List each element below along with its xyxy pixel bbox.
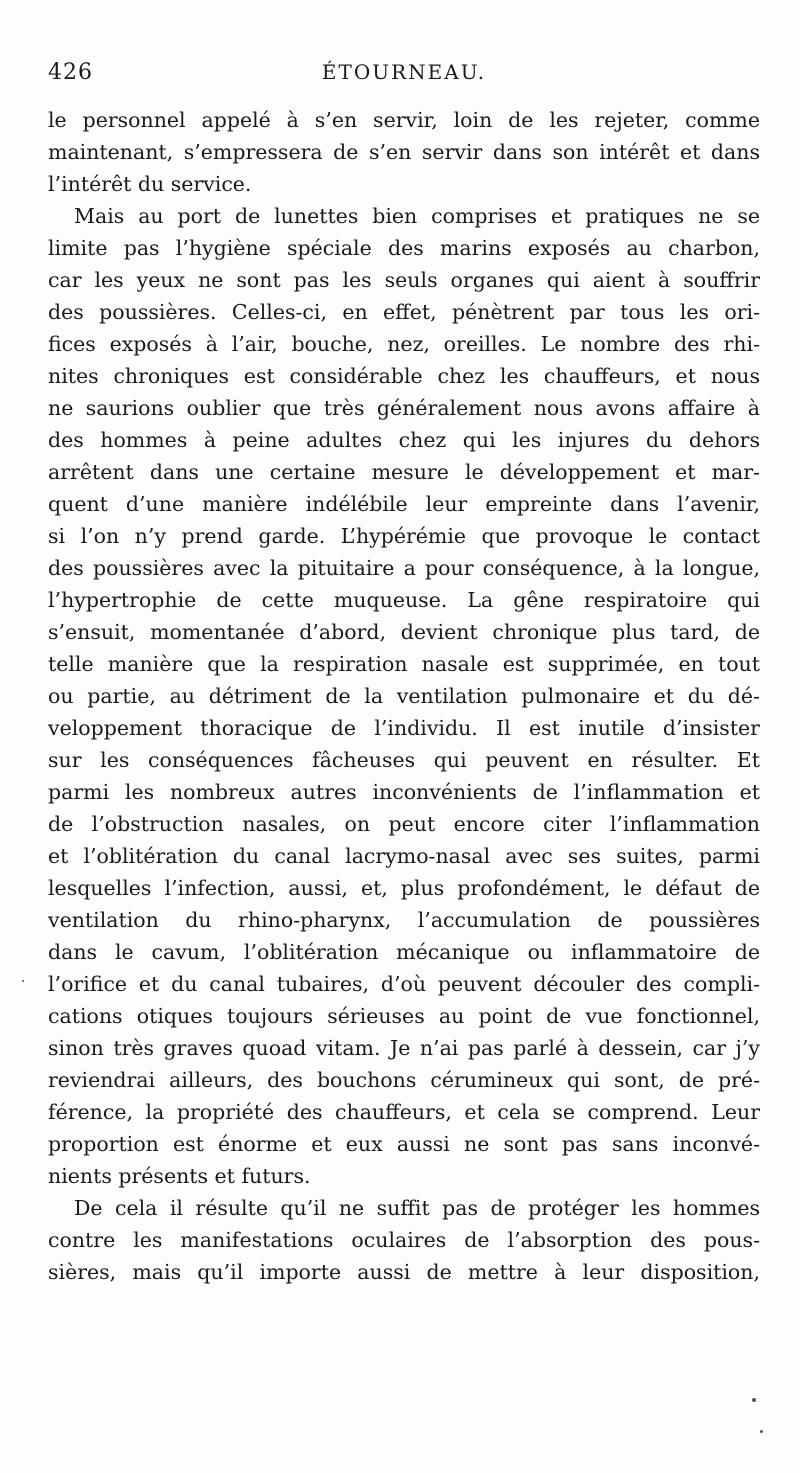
- text-line: des hommes à peine adultes chez qui les injures du dehors: [48, 428, 760, 452]
- text-line: contre les manifestations oculaires de l’absorption des pous-: [48, 1228, 760, 1252]
- text-line: lesquelles l’infection, aussi, et, plus profondément, le défaut de: [48, 876, 760, 900]
- text-line: quent d’une manière indélébile leur empreinte dans l’avenir,: [48, 492, 760, 516]
- text-line: parmi les nombreux autres inconvénients de l’inflammation et: [48, 780, 760, 804]
- text-line: dans le cavum, l’oblitération mécanique ou inflammatoire de: [48, 940, 760, 964]
- text-line: ou partie, au détriment de la ventilation pulmonaire et du dé-: [48, 684, 760, 708]
- text-line: fices exposés à l’air, bouche, nez, oreilles. Le nombre des rhi-: [48, 332, 760, 356]
- paragraph: [48, 104, 760, 200]
- paragraph: [48, 1192, 760, 1288]
- text-line: des poussières avec la pituitaire a pour conséquence, à la longue,: [48, 556, 760, 580]
- text-line: De cela il résulte qu’il ne suffit pas de protéger les hommes: [74, 1196, 760, 1220]
- text-line: sinon très graves quoad vitam. Je n’ai pas parlé à dessein, car j’y: [48, 1036, 760, 1060]
- scan-speck: [752, 1398, 756, 1402]
- text-line: si l’on n’y prend garde. L’hypérémie que provoque le contact: [48, 524, 760, 548]
- text-line: férence, la propriété des chauffeurs, et cela se comprend. Leur: [48, 1100, 760, 1124]
- page-header: [48, 60, 760, 96]
- page-number: 426: [48, 60, 93, 85]
- text-line: cations otiques toujours sérieuses au point de vue fonctionnel,: [48, 1004, 760, 1028]
- text-line: ne saurions oublier que très généralement nous avons affaire à: [48, 396, 760, 420]
- text-line: arrêtent dans une certaine mesure le développement et mar-: [48, 460, 760, 484]
- text-line: nients présents et futurs.: [48, 1164, 311, 1188]
- text-line: des poussières. Celles-ci, en effet, pénètrent par tous les ori-: [48, 300, 760, 324]
- text-line: de l’obstruction nasales, on peut encore citer l’inflammation: [48, 812, 760, 836]
- text-line: et l’oblitération du canal lacrymo-nasal avec ses suites, parmi: [48, 844, 760, 868]
- text-line: sières, mais qu’il importe aussi de mettre à leur disposition,: [48, 1260, 760, 1284]
- text-line: l’hypertrophie de cette muqueuse. La gêne respiratoire qui: [48, 588, 760, 612]
- text-line: l’orifice et du canal tubaires, d’où peuvent découler des compli-: [48, 972, 760, 996]
- scan-speck: [760, 1430, 763, 1433]
- text-line: reviendrai ailleurs, des bouchons cérumineux qui sont, de pré-: [48, 1068, 760, 1092]
- scan-speck: [22, 980, 24, 982]
- text-line: Mais au port de lunettes bien comprises et pratiques ne se: [74, 204, 760, 228]
- text-line: proportion est énorme et eux aussi ne sont pas sans inconvé-: [48, 1132, 760, 1156]
- text-line: l’intérêt du service.: [48, 172, 252, 196]
- body-text: [48, 104, 760, 1288]
- text-line: sur les conséquences fâcheuses qui peuvent en résulter. Et: [48, 748, 760, 772]
- text-line: veloppement thoracique de l’individu. Il est inutile d’insister: [48, 716, 760, 740]
- text-line: maintenant, s’empressera de s’en servir dans son intérêt et dans: [48, 140, 760, 164]
- paragraph: [48, 200, 760, 1192]
- running-head: ÉTOURNEAU.: [321, 60, 487, 84]
- text-line: nites chroniques est considérable chez les chauffeurs, et nous: [48, 364, 760, 388]
- text-line: le personnel appelé à s’en servir, loin de les rejeter, comme: [48, 108, 760, 132]
- text-line: s’ensuit, momentanée d’abord, devient chronique plus tard, de: [48, 620, 760, 644]
- text-line: car les yeux ne sont pas les seuls organes qui aient à souffrir: [48, 268, 760, 292]
- text-line: limite pas l’hygiène spéciale des marins exposés au charbon,: [48, 236, 760, 260]
- text-line: ventilation du rhino-pharynx, l’accumulation de poussières: [48, 908, 760, 932]
- text-line: telle manière que la respiration nasale est supprimée, en tout: [48, 652, 760, 676]
